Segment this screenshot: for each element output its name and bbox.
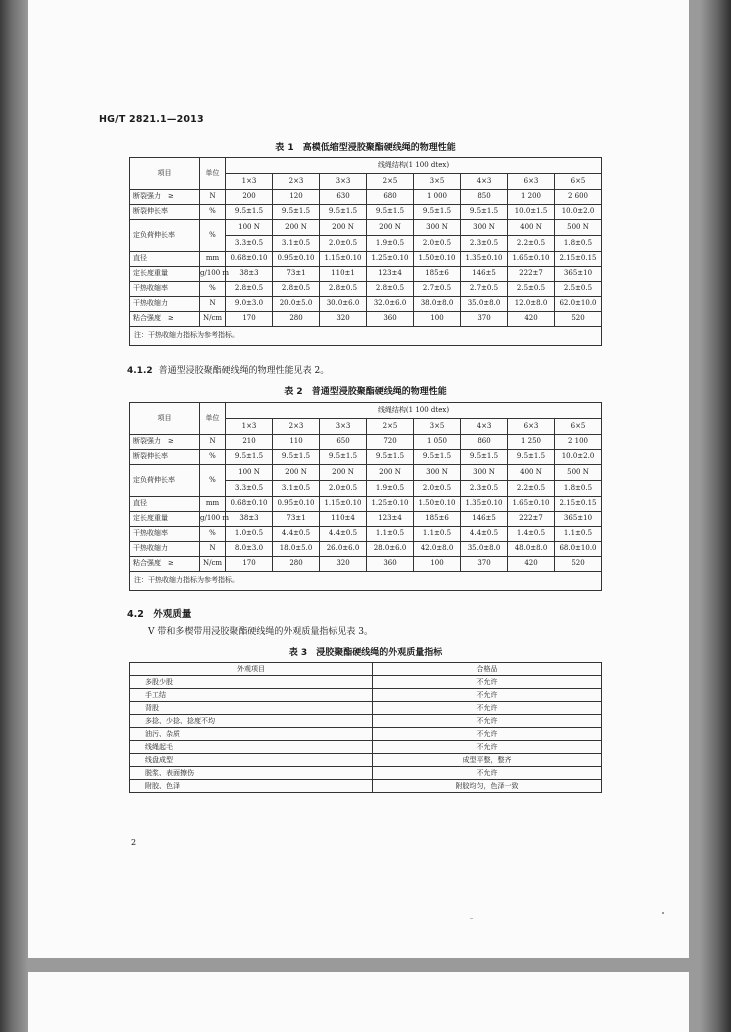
table-cell: 1 050 (414, 435, 461, 450)
row-label: 直径 (130, 497, 200, 512)
table-cell: 110 (273, 435, 320, 450)
table-cell: 1.4±0.5 (508, 527, 555, 542)
table-cell: 30.0±6.0 (320, 297, 367, 312)
table-cell: 850 (461, 190, 508, 205)
row-unit: % (200, 282, 226, 297)
row-label: 定负荷伸长率 (130, 220, 200, 252)
table-cell: 3.1±0.5 (273, 481, 320, 497)
row-unit: N (200, 435, 226, 450)
table-cell: 1 000 (414, 190, 461, 205)
appearance-item: 多捻、少捻、捻度不均 (130, 715, 373, 728)
row-unit: N (200, 297, 226, 312)
table-cell: 280 (273, 557, 320, 572)
load-value: 100 N (226, 465, 273, 481)
structure-header: 4×3 (461, 174, 508, 190)
table-cell: 520 (555, 312, 602, 327)
table-cell: 9.5±1.5 (320, 450, 367, 465)
table-cell: 320 (320, 312, 367, 327)
table-cell: 170 (226, 557, 273, 572)
section-number: 4.2 (127, 609, 144, 620)
structure-header: 3×3 (320, 419, 367, 435)
table-cell: 170 (226, 312, 273, 327)
grade-value: 不允许 (373, 676, 602, 689)
table-cell: 146±5 (461, 267, 508, 282)
grade-value: 不允许 (373, 702, 602, 715)
section-4-2 (127, 606, 191, 620)
row-label: 断裂强力 ≥ (130, 190, 200, 205)
structure-header: 6×5 (555, 419, 602, 435)
column-header-grade: 合格品 (373, 663, 602, 676)
table-cell: 73±1 (273, 512, 320, 527)
table-cell: 73±1 (273, 267, 320, 282)
table-cell: 4.4±0.5 (320, 527, 367, 542)
table-cell: 2.3±0.5 (461, 236, 508, 252)
table-cell: 2.0±0.5 (414, 481, 461, 497)
load-value: 500 N (555, 220, 602, 236)
grade-value: 不允许 (373, 767, 602, 780)
structure-header: 2×5 (367, 174, 414, 190)
table-cell: 110±4 (320, 512, 367, 527)
table-cell: 38±3 (226, 512, 273, 527)
column-group-header: 线绳结构(1 100 dtex) (226, 403, 602, 419)
para-text: 普通型浸胶聚酯硬线绳的物理性能见表 2。 (158, 366, 330, 376)
table-cell: 720 (367, 435, 414, 450)
appearance-item: 脱浆、表面擦伤 (130, 767, 373, 780)
table-cell: 2.5±0.5 (555, 282, 602, 297)
table-cell: 123±4 (367, 512, 414, 527)
load-value: 100 N (226, 220, 273, 236)
table-cell: 4.4±0.5 (273, 527, 320, 542)
table-cell: 3.3±0.5 (226, 236, 273, 252)
table-cell: 9.5±1.5 (461, 450, 508, 465)
table-cell: 420 (508, 312, 555, 327)
table-cell: 1.25±0.10 (367, 497, 414, 512)
structure-header: 6×3 (508, 419, 555, 435)
table-cell: 38±3 (226, 267, 273, 282)
table-cell: 2.8±0.5 (367, 282, 414, 297)
structure-header: 3×5 (414, 174, 461, 190)
table-cell: 12.0±8.0 (508, 297, 555, 312)
table-cell: 0.68±0.10 (226, 497, 273, 512)
table-cell: 0.95±0.10 (273, 497, 320, 512)
table-cell: 2.8±0.5 (320, 282, 367, 297)
column-header-unit: 单位 (200, 158, 226, 190)
page-number: 2 (131, 838, 137, 847)
table-cell: 9.5±1.5 (226, 450, 273, 465)
table-cell: 9.5±1.5 (273, 205, 320, 220)
table-cell: 370 (461, 312, 508, 327)
table3-caption: 表 3 浸胶聚酯硬线绳的外观质量指标 (288, 648, 443, 658)
row-unit: N/cm (200, 312, 226, 327)
table-cell: 1 200 (508, 190, 555, 205)
table-cell: 0.68±0.10 (226, 252, 273, 267)
table-cell: 222±7 (508, 512, 555, 527)
row-unit: % (200, 220, 226, 252)
table1-caption: 表 1 高模低缩型浸胶聚酯硬线绳的物理性能 (275, 143, 456, 153)
table-cell: 1.25±0.10 (367, 252, 414, 267)
column-header-item: 项目 (130, 158, 200, 190)
row-label: 定长度重量 (130, 512, 200, 527)
table-cell: 2.15±0.15 (555, 497, 602, 512)
table-cell: 9.5±1.5 (320, 205, 367, 220)
grade-value: 不允许 (373, 728, 602, 741)
table-cell: 26.0±6.0 (320, 542, 367, 557)
grade-value: 附胶均匀，色泽一致 (373, 780, 602, 793)
table-cell: 18.0±5.0 (273, 542, 320, 557)
structure-header: 2×3 (273, 419, 320, 435)
appearance-item: 线绳起毛 (130, 741, 373, 754)
table-cell: 2.3±0.5 (461, 481, 508, 497)
table2 (129, 402, 602, 591)
table-cell: 1.35±0.10 (461, 497, 508, 512)
table-cell: 28.0±6.0 (367, 542, 414, 557)
column-header-unit: 单位 (200, 403, 226, 435)
table-cell: 38.0±8.0 (414, 297, 461, 312)
table-cell: 1.0±0.5 (226, 527, 273, 542)
table-cell: 1 250 (508, 435, 555, 450)
row-label: 干热收缩力 (130, 297, 200, 312)
appearance-item: 多股少股 (130, 676, 373, 689)
appearance-item: 附胶、色泽 (130, 780, 373, 793)
scan-artifact (470, 918, 473, 919)
table-cell: 8.0±3.0 (226, 542, 273, 557)
table-cell: 222±7 (508, 267, 555, 282)
structure-header: 1×3 (226, 419, 273, 435)
next-page-edge (28, 972, 689, 1032)
table-cell: 10.0±1.5 (508, 205, 555, 220)
table-cell: 110±1 (320, 267, 367, 282)
appearance-item: 线盘成型 (130, 754, 373, 767)
structure-header: 4×3 (461, 419, 508, 435)
table-cell: 9.5±1.5 (367, 205, 414, 220)
para-number: 4.1.2 (127, 366, 153, 376)
table-cell: 32.0±6.0 (367, 297, 414, 312)
table-cell: 9.0±3.0 (226, 297, 273, 312)
table-cell: 2.0±0.5 (320, 236, 367, 252)
table-cell: 320 (320, 557, 367, 572)
table-cell: 1.50±0.10 (414, 252, 461, 267)
table-note: 注：干热收缩力指标为参考指标。 (130, 572, 602, 591)
table-cell: 650 (320, 435, 367, 450)
table-cell: 35.0±8.0 (461, 297, 508, 312)
row-unit: N (200, 190, 226, 205)
table-cell: 420 (508, 557, 555, 572)
load-value: 300 N (414, 465, 461, 481)
table2-caption: 表 2 普通型浸胶聚酯硬线绳的物理性能 (284, 387, 447, 397)
table-cell: 120 (273, 190, 320, 205)
table-cell: 2 100 (555, 435, 602, 450)
grade-value: 不允许 (373, 689, 602, 702)
table-cell: 10.0±2.0 (555, 450, 602, 465)
table-cell: 2.5±0.5 (508, 282, 555, 297)
table-cell: 68.0±10.0 (555, 542, 602, 557)
table3 (129, 662, 602, 793)
load-value: 200 N (367, 465, 414, 481)
table-cell: 2.2±0.5 (508, 236, 555, 252)
row-unit: g/100 m (200, 512, 226, 527)
row-label: 直径 (130, 252, 200, 267)
section-title: 外观质量 (153, 609, 192, 620)
row-unit: % (200, 450, 226, 465)
structure-header: 3×3 (320, 174, 367, 190)
appearance-item: 背股 (130, 702, 373, 715)
row-unit: mm (200, 252, 226, 267)
table-cell: 360 (367, 312, 414, 327)
load-value: 200 N (273, 220, 320, 236)
table-cell: 9.5±1.5 (273, 450, 320, 465)
table1 (129, 157, 602, 346)
table-cell: 1.65±0.10 (508, 497, 555, 512)
table-cell: 2.7±0.5 (461, 282, 508, 297)
row-label: 断裂伸长率 (130, 205, 200, 220)
table-cell: 1.8±0.5 (555, 236, 602, 252)
table-cell: 1.65±0.10 (508, 252, 555, 267)
table-note: 注：干热收缩力指标为参考指标。 (130, 327, 602, 346)
column-header-item: 外观项目 (130, 663, 373, 676)
table-cell: 62.0±10.0 (555, 297, 602, 312)
table-cell: 2.8±0.5 (226, 282, 273, 297)
appearance-item: 手工结 (130, 689, 373, 702)
table-cell: 2.7±0.5 (414, 282, 461, 297)
row-unit: % (200, 527, 226, 542)
row-label: 断裂伸长率 (130, 450, 200, 465)
row-label: 断裂强力 ≥ (130, 435, 200, 450)
row-label: 干热收缩率 (130, 527, 200, 542)
para-4-1-2 (127, 363, 329, 376)
table-cell: 2.0±0.5 (320, 481, 367, 497)
table-cell: 1.15±0.10 (320, 252, 367, 267)
table-cell: 1.9±0.5 (367, 481, 414, 497)
load-value: 300 N (414, 220, 461, 236)
load-value: 300 N (461, 465, 508, 481)
table-cell: 210 (226, 435, 273, 450)
load-value: 200 N (320, 220, 367, 236)
table-cell: 1.15±0.10 (320, 497, 367, 512)
table-cell: 860 (461, 435, 508, 450)
load-value: 400 N (508, 220, 555, 236)
table-cell: 680 (367, 190, 414, 205)
load-value: 500 N (555, 465, 602, 481)
table-cell: 185±6 (414, 267, 461, 282)
row-label: 粘合强度 ≥ (130, 557, 200, 572)
table-cell: 35.0±8.0 (461, 542, 508, 557)
load-value: 200 N (367, 220, 414, 236)
row-unit: N (200, 542, 226, 557)
table-cell: 9.5±1.5 (414, 450, 461, 465)
table-cell: 4.4±0.5 (461, 527, 508, 542)
structure-header: 6×5 (555, 174, 602, 190)
table-cell: 2.2±0.5 (508, 481, 555, 497)
table-cell: 370 (461, 557, 508, 572)
table-cell: 1.1±0.5 (414, 527, 461, 542)
table-cell: 2 600 (555, 190, 602, 205)
row-unit: % (200, 465, 226, 497)
table-cell: 100 (414, 312, 461, 327)
column-group-header: 线绳结构(1 100 dtex) (226, 158, 602, 174)
appearance-item: 油污、杂质 (130, 728, 373, 741)
table-cell: 2.15±0.15 (555, 252, 602, 267)
table-cell: 42.0±8.0 (414, 542, 461, 557)
table-cell: 100 (414, 557, 461, 572)
table-cell: 0.95±0.10 (273, 252, 320, 267)
row-unit: N/cm (200, 557, 226, 572)
scan-artifact (662, 912, 664, 914)
row-label: 干热收缩率 (130, 282, 200, 297)
table-cell: 1.50±0.10 (414, 497, 461, 512)
standard-header: HG/T 2821.1—2013 (99, 114, 204, 125)
table-cell: 9.5±1.5 (367, 450, 414, 465)
table-cell: 630 (320, 190, 367, 205)
table-cell: 365±10 (555, 267, 602, 282)
grade-value: 不允许 (373, 741, 602, 754)
row-label: 干热收缩力 (130, 542, 200, 557)
load-value: 400 N (508, 465, 555, 481)
table-cell: 1.1±0.5 (555, 527, 602, 542)
row-label: 定长度重量 (130, 267, 200, 282)
row-label: 粘合强度 ≥ (130, 312, 200, 327)
table-cell: 20.0±5.0 (273, 297, 320, 312)
table-cell: 9.5±1.5 (226, 205, 273, 220)
structure-header: 2×5 (367, 419, 414, 435)
table-cell: 1.8±0.5 (555, 481, 602, 497)
structure-header: 2×3 (273, 174, 320, 190)
table-cell: 3.1±0.5 (273, 236, 320, 252)
load-value: 300 N (461, 220, 508, 236)
table-cell: 48.0±8.0 (508, 542, 555, 557)
table-cell: 3.3±0.5 (226, 481, 273, 497)
para-4-2: V 带和多楔带用浸胶聚酯硬线绳的外观质量指标见表 3。 (148, 627, 373, 637)
structure-header: 6×3 (508, 174, 555, 190)
table-cell: 1.9±0.5 (367, 236, 414, 252)
structure-header: 1×3 (226, 174, 273, 190)
grade-value: 成型平整，整齐 (373, 754, 602, 767)
table-cell: 2.0±0.5 (414, 236, 461, 252)
load-value: 200 N (320, 465, 367, 481)
table-cell: 9.5±1.5 (414, 205, 461, 220)
row-unit: % (200, 205, 226, 220)
column-header-item: 项目 (130, 403, 200, 435)
table-cell: 185±6 (414, 512, 461, 527)
table-cell: 1.35±0.10 (461, 252, 508, 267)
table-cell: 360 (367, 557, 414, 572)
structure-header: 3×5 (414, 419, 461, 435)
table-cell: 200 (226, 190, 273, 205)
row-label: 定负荷伸长率 (130, 465, 200, 497)
table-cell: 520 (555, 557, 602, 572)
table-cell: 146±5 (461, 512, 508, 527)
row-unit: g/100 m (200, 267, 226, 282)
load-value: 200 N (273, 465, 320, 481)
grade-value: 不允许 (373, 715, 602, 728)
table-cell: 365±10 (555, 512, 602, 527)
table-cell: 2.8±0.5 (273, 282, 320, 297)
table-cell: 123±4 (367, 267, 414, 282)
table-cell: 9.5±1.5 (508, 450, 555, 465)
table-cell: 280 (273, 312, 320, 327)
table-cell: 1.1±0.5 (367, 527, 414, 542)
row-unit: mm (200, 497, 226, 512)
table-cell: 10.0±2.0 (555, 205, 602, 220)
table-cell: 9.5±1.5 (461, 205, 508, 220)
